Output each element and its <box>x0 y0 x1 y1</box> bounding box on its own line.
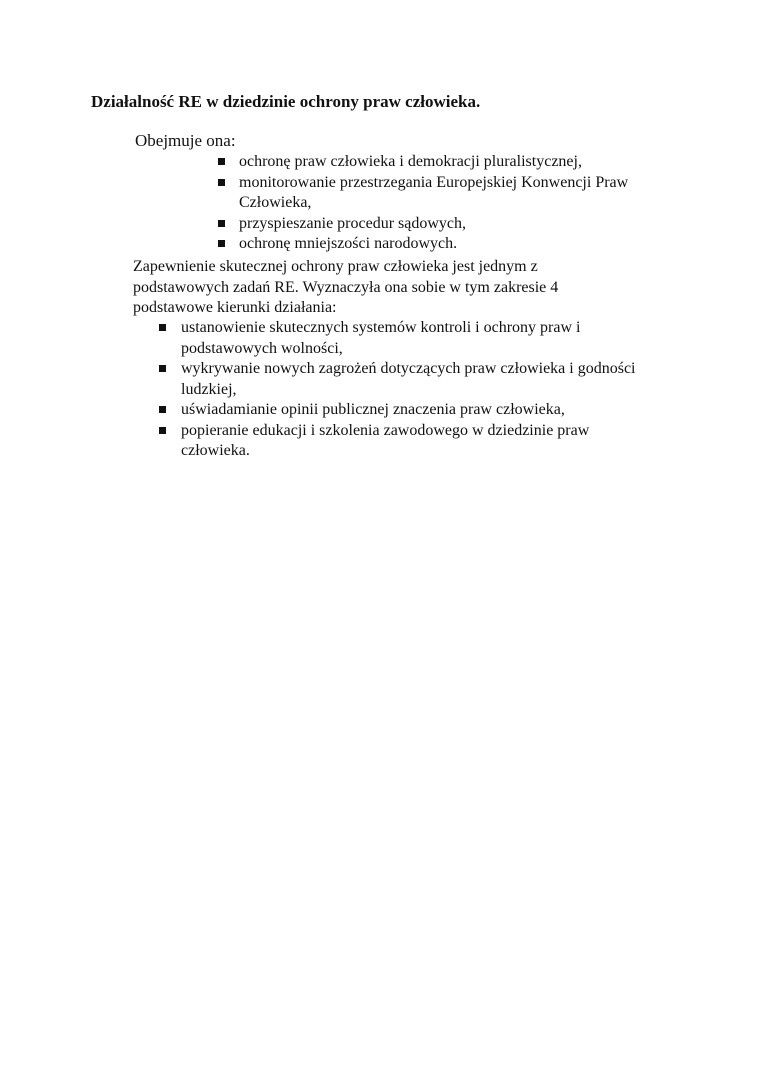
intro-text: Obejmuje ona: <box>135 131 236 150</box>
list-item <box>181 318 651 359</box>
list-item <box>239 214 659 235</box>
list-item <box>181 421 651 462</box>
list-item-text: ochronę mniejszości narodowych. <box>239 235 458 252</box>
square-bullet-icon <box>159 406 166 413</box>
list-item-text: ustanowienie skutecznych systemów kontroli i ochrony praw i podstawowych wolności, <box>181 319 581 357</box>
square-bullet-icon <box>218 158 225 165</box>
square-bullet-icon <box>218 240 225 247</box>
document-title: Działalność RE w dziedzinie ochrony praw człowieka. <box>91 92 481 111</box>
square-bullet-icon <box>218 220 225 227</box>
list-item-text: ochronę praw człowieka i demokracji pluralistycznej, <box>239 153 582 170</box>
list-item-text: wykrywanie nowych zagrożeń dotyczących praw człowieka i godności ludzkiej, <box>181 360 636 398</box>
directions-list <box>181 318 651 462</box>
list-item <box>181 359 651 400</box>
list-item-text: monitorowanie przestrzegania Europejskiej Konwencji Praw Człowieka, <box>239 173 629 211</box>
list-item <box>239 152 659 173</box>
body-paragraph: Zapewnienie skutecznej ochrony praw człowieka jest jednym z podstawowych zadań RE. Wyznaczyła ona sobie w tym zakresie 4 podstawowe kierunki działania: <box>133 258 559 316</box>
square-bullet-icon <box>159 324 166 331</box>
list-item <box>181 400 651 421</box>
list-item <box>239 234 659 255</box>
square-bullet-icon <box>218 179 225 186</box>
scope-list <box>239 152 659 255</box>
list-item <box>239 173 659 214</box>
list-item-text: popieranie edukacji i szkolenia zawodowego w dziedzinie praw człowieka. <box>181 421 590 459</box>
square-bullet-icon <box>159 427 166 434</box>
list-item-text: uświadamianie opinii publicznej znaczenia praw człowieka, <box>181 401 565 418</box>
square-bullet-icon <box>159 365 166 372</box>
list-item-text: przyspieszanie procedur sądowych, <box>239 214 467 232</box>
